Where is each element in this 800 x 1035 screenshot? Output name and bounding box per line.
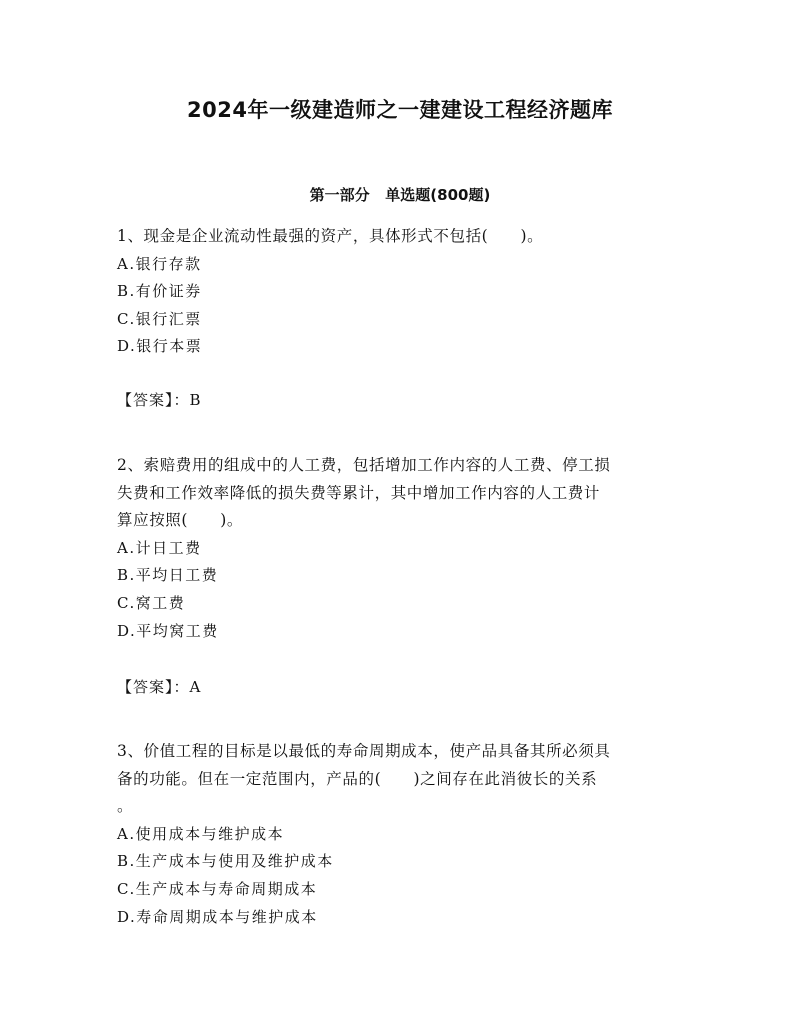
question-stem-line: 1、现金是企业流动性最强的资产，具体形式不包括( )。: [117, 227, 544, 245]
document-title: 2024年一级建造师之一建建设工程经济题库: [187, 98, 613, 122]
answer-1: 【答案】：B: [117, 391, 202, 409]
question-stem-line: 失费和工作效率降低的损失费等累计，其中增加工作内容的人工费计: [117, 483, 601, 502]
option-b: B.生产成本与使用及维护成本: [117, 852, 334, 871]
question-stem: [117, 738, 687, 821]
question-stem-line: 3、价值工程的目标是以最低的寿命周期成本，使产品具备其所必须具: [117, 742, 611, 760]
option-c: C.窝工费: [117, 593, 186, 612]
option-c: C.银行汇票: [117, 309, 202, 328]
option-d: D.平均窝工费: [117, 621, 219, 640]
answer-2: 【答案】：A: [117, 678, 202, 696]
option-a: A.使用成本与维护成本: [117, 824, 285, 843]
option-b: B.有价证券: [117, 282, 202, 301]
option-c: C.生产成本与寿命周期成本: [117, 879, 318, 898]
option-d: D.银行本票: [117, 337, 203, 356]
option-d: D.寿命周期成本与维护成本: [117, 907, 318, 926]
question-1: [117, 223, 687, 361]
question-stem-line: 2、索赔费用的组成中的人工费，包括增加工作内容的人工费、停工损: [117, 456, 611, 474]
question-stem: [117, 452, 687, 535]
option-list: [117, 251, 687, 361]
question-stem: [117, 223, 687, 251]
option-a: A.银行存款: [117, 254, 202, 273]
option-list: [117, 821, 687, 931]
question-3: [117, 738, 687, 931]
question-2: [117, 452, 687, 645]
option-list: [117, 535, 687, 645]
question-stem-line: 算应按照( )。: [117, 511, 243, 530]
question-stem-line: 。: [117, 797, 134, 816]
question-stem-line: 备的功能。但在一定范围内，产品的( )之间存在此消彼长的关系: [117, 769, 598, 788]
section-title: 第一部分 单选题(800题): [309, 186, 491, 204]
option-b: B.平均日工费: [117, 566, 219, 585]
option-a: A.计日工费: [117, 538, 202, 557]
